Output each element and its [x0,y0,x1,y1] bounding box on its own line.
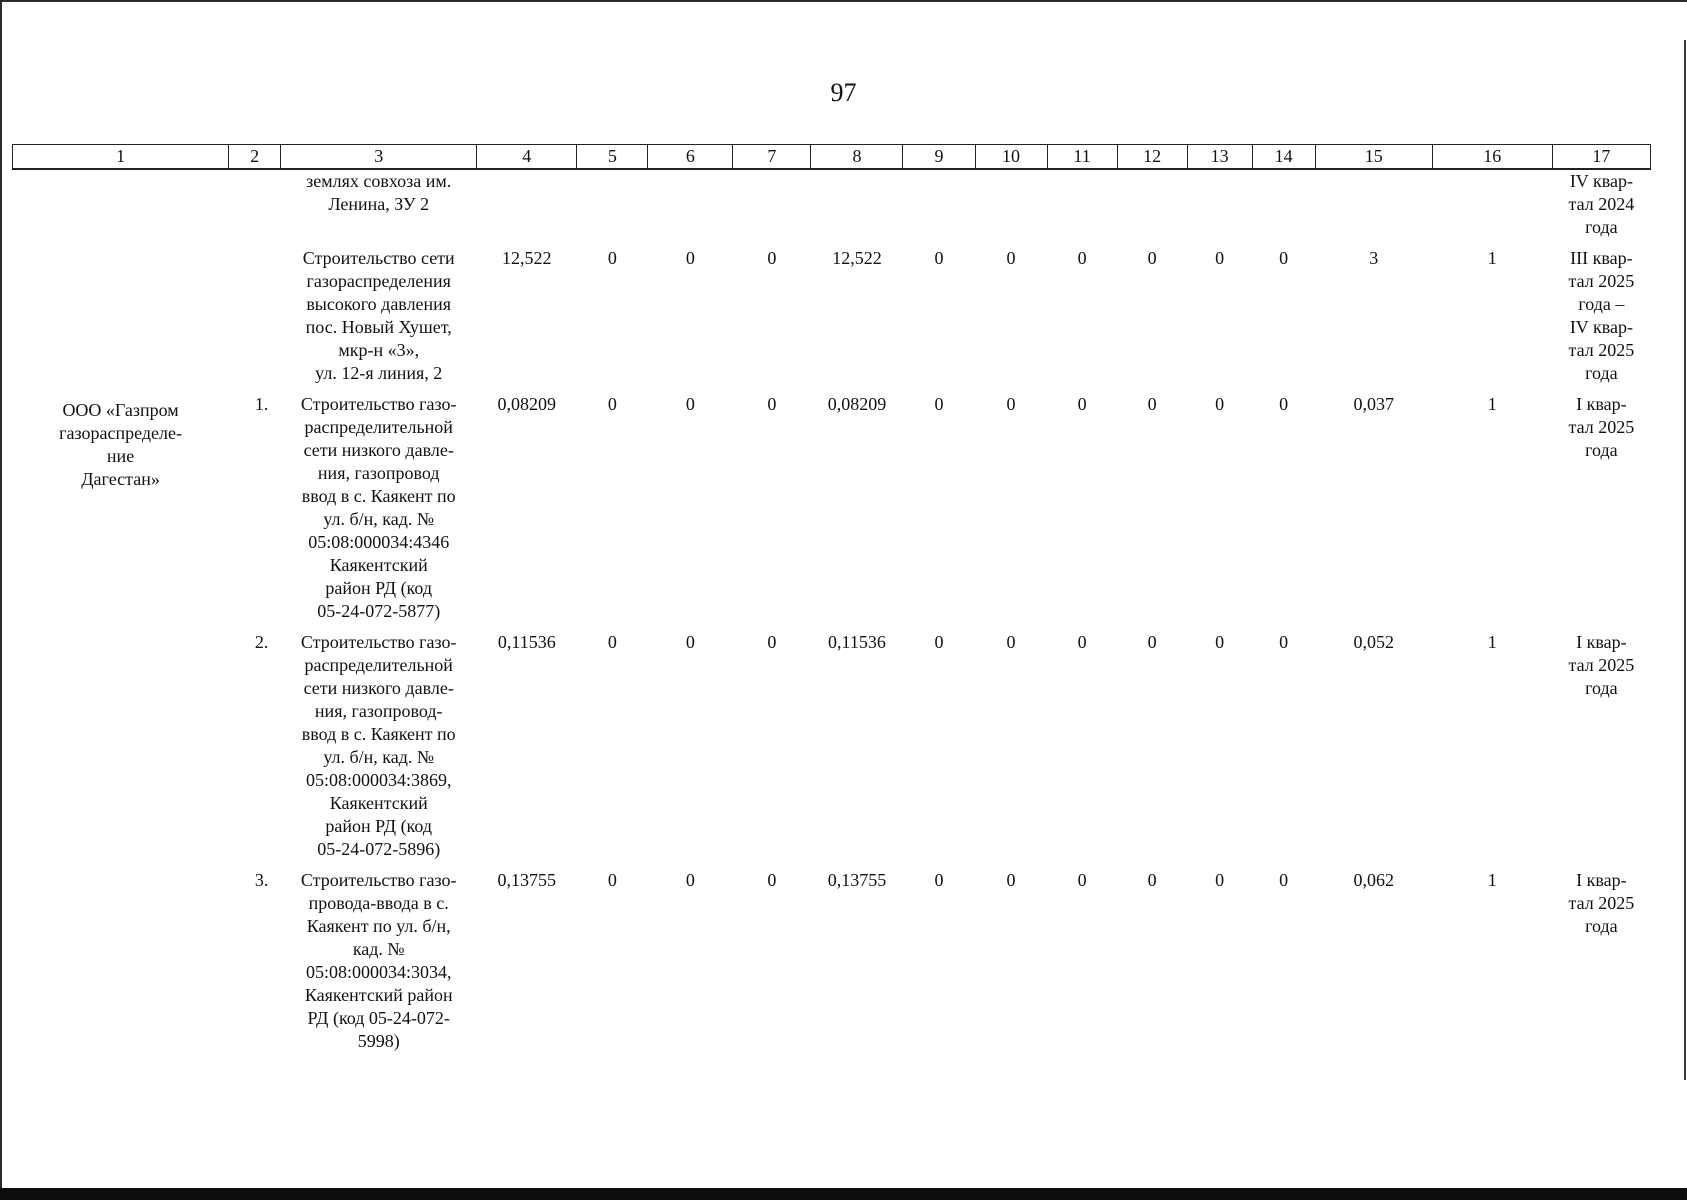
value-cell: 0 [607,248,617,268]
value-cell: 0 [685,632,695,652]
value-cell: 0 [934,394,944,414]
table-row [13,623,1651,861]
value-cell: 0,11536 [828,632,886,652]
column-header: 5 [577,145,648,170]
value-cell: 0,08209 [497,394,557,414]
value-cell: 0,062 [1353,870,1394,890]
column-header: 13 [1187,145,1252,170]
table-row [13,861,1651,1053]
value-cell: 0 [1279,394,1289,414]
value-cell: 0 [934,870,944,890]
value-cell: 0 [607,632,617,652]
org-cell [13,239,229,385]
column-header: 7 [733,145,811,170]
column-header: 4 [477,145,577,170]
value-cell: 12,522 [832,248,882,268]
value-cell: 12,522 [502,248,552,268]
value-cell: 0 [1215,870,1225,890]
period-cell: I квар- тал 2025 года [1568,870,1635,936]
org-cell: ООО «Газпром газораспределе- ние Дагестан» [59,400,182,489]
column-header: 12 [1117,145,1187,170]
column-header: 11 [1047,145,1117,170]
row-number-cell: 1. [254,394,269,414]
value-cell: 0 [767,632,777,652]
value-cell: 0 [1006,248,1016,268]
table-row [13,239,1651,385]
period-cell: III квар- тал 2025 года – IV квар- тал 2025 года [1568,248,1635,383]
scan-border-right [1684,40,1686,1080]
value-cell: 1 [1487,870,1497,890]
row-number-cell: 2. [254,632,269,652]
value-cell: 0,13755 [497,870,557,890]
value-cell: 0,052 [1353,632,1394,652]
value-cell: 0 [1006,632,1016,652]
column-header: 15 [1315,145,1432,170]
description-cell: Строительство газо- распределительной сети низкого давле- ния, газопровод- ввод в с. Каякент по ул. б/н, кад. № 05:08:000034:3869, Каякентский район РД (код 05-24-072-5896) [300,632,457,859]
investment-program-table [12,144,1651,1053]
value-cell: 0 [934,632,944,652]
scan-border-top [0,0,1687,2]
column-header: 14 [1252,145,1315,170]
value-cell: 0 [1279,632,1289,652]
value-cell: 0,037 [1353,394,1394,414]
value-cell: 0 [1006,870,1016,890]
scan-border-left [0,0,2,1200]
scan-border-bottom [0,1188,1687,1200]
row-number-cell: 3. [254,870,269,890]
value-cell: 0 [685,870,695,890]
column-header: 6 [648,145,733,170]
table-row-continuation [13,169,1651,239]
column-header: 3 [281,145,477,170]
column-header: 10 [975,145,1047,170]
value-cell: 0 [1147,870,1157,890]
description-cell: Строительство сети газораспределения высокого давления пос. Новый Хушет, мкр-н «3», ул. 12-я линия, 2 [302,248,455,383]
value-cell: 0 [1006,394,1016,414]
page-number: 97 [830,78,857,107]
value-cell: 0 [934,248,944,268]
value-cell: 0 [685,248,695,268]
value-cell: 0,13755 [827,870,887,890]
org-cell [13,861,229,1053]
value-cell: 0 [767,248,777,268]
period-cell: I квар- тал 2025 года [1568,632,1635,698]
value-cell: 0,08209 [827,394,887,414]
value-cell: 0 [1215,394,1225,414]
value-cell: 0,11536 [497,632,556,652]
value-cell: 0 [1279,248,1289,268]
description-cell: землях совхоза им. Ленина, ЗУ 2 [306,171,452,214]
value-cell: 0 [607,870,617,890]
value-cell: 0 [1077,632,1087,652]
value-cell: 0 [1215,248,1225,268]
value-cell: 0 [1147,394,1157,414]
column-header: 8 [811,145,903,170]
value-cell: 0 [607,394,617,414]
value-cell: 1 [1487,394,1497,414]
column-number-header-row [13,145,1651,170]
column-header: 16 [1432,145,1552,170]
description-cell: Строительство газо- провода-ввода в с. Каякент по ул. б/н, кад. № 05:08:000034:3034, Каякентский район РД (код 05-24-072- 5998) [300,870,457,1051]
org-cell [13,623,229,861]
column-header: 1 [13,145,229,170]
value-cell: 3 [1369,248,1379,268]
value-cell: 1 [1487,248,1497,268]
period-cell: I квар- тал 2025 года [1568,394,1635,460]
value-cell: 0 [1147,248,1157,268]
table-row [13,385,1651,623]
value-cell: 0 [767,870,777,890]
value-cell: 0 [1077,248,1087,268]
value-cell: 0 [1077,394,1087,414]
value-cell: 0 [1077,870,1087,890]
row-number-cell [229,239,281,385]
period-cell: IV квар- тал 2024 года [1568,171,1635,237]
description-cell: Строительство газо- распределительной сети низкого давле- ния, газопровод ввод в с. Каякент по ул. б/н, кад. № 05:08:000034:4346 Каякентский район РД (код 05-24-072-5877) [300,394,457,621]
column-header: 17 [1552,145,1650,170]
value-cell: 0 [767,394,777,414]
value-cell: 0 [685,394,695,414]
value-cell: 0 [1279,870,1289,890]
value-cell: 1 [1487,632,1497,652]
column-header: 9 [903,145,975,170]
value-cell: 0 [1215,632,1225,652]
value-cell: 0 [1147,632,1157,652]
column-header: 2 [229,145,281,170]
